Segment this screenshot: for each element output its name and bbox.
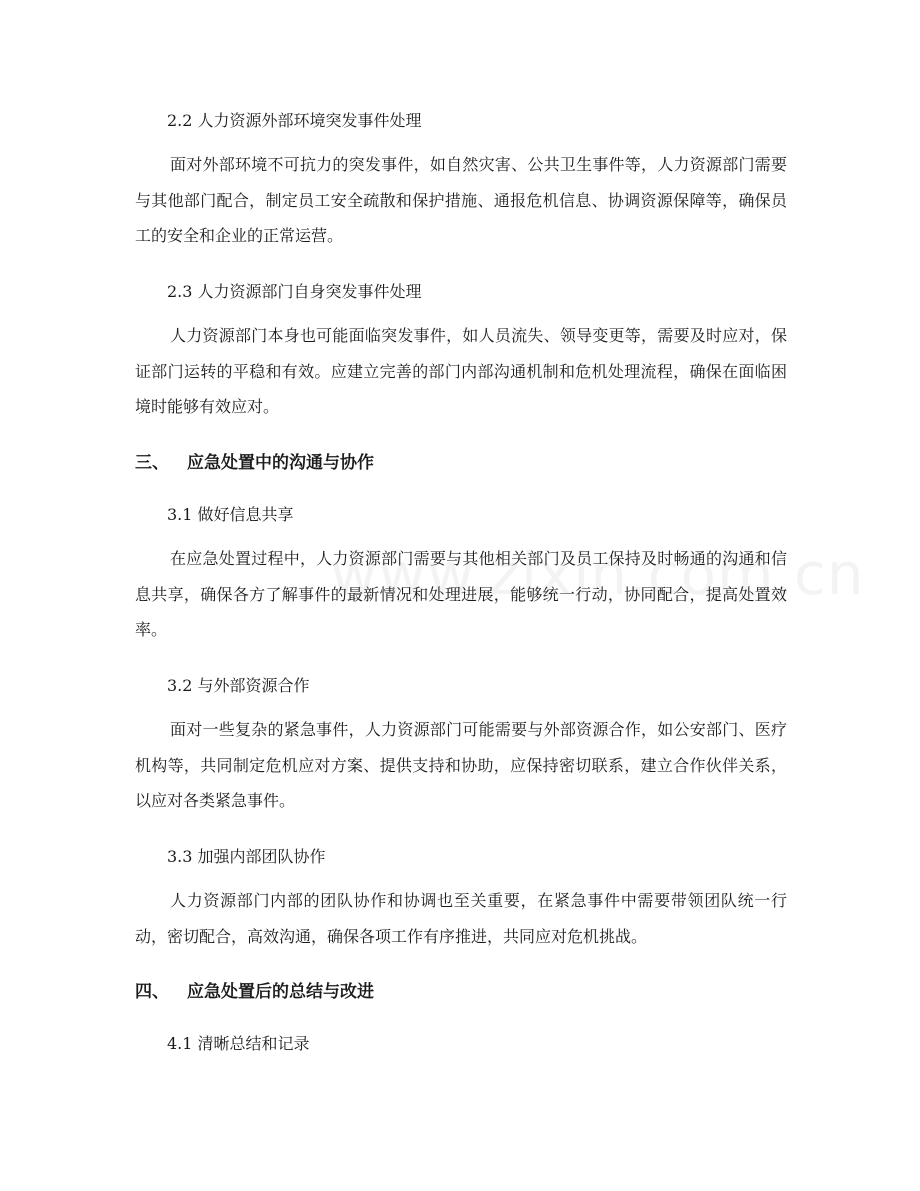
section-heading-3 <box>135 451 374 475</box>
subsection-heading-2-3: 2.3 人力资源部门自身突发事件处理 <box>167 282 422 301</box>
subsection-heading-3-2: 3.2 与外部资源合作 <box>167 676 310 695</box>
subsection-heading-2-2: 2.2 人力资源外部环境突发事件处理 <box>167 111 422 130</box>
paragraph-3-3: 人力资源部门内部的团队协作和协调也至关重要，在紧急事件中需要带领团队统一行动，密切配合，高效沟通，确保各项工作有序推进，共同应对危机挑战。 <box>135 891 787 946</box>
paragraph-2-2: 面对外部环境不可抗力的突发事件，如自然灾害、公共卫生事件等，人力资源部门需要与其他部门配合，制定员工安全疏散和保护措施、通报危机信息、协调资源保障等，确保员工的安全和企业的正常运营。 <box>135 155 787 245</box>
section-number: 三、 <box>135 453 169 473</box>
paragraph-3-2: 面对一些复杂的紧急事件，人力资源部门可能需要与外部资源合作，如公安部门、医疗机构等，共同制定危机应对方案、提供支持和协助，应保持密切联系，建立合作伙伴关系，以应对各类紧急事件。 <box>135 720 787 810</box>
section-title: 应急处置后的总结与改进 <box>187 982 374 1002</box>
paragraph-3-1: 在应急处置过程中，人力资源部门需要与其他相关部门及员工保持及时畅通的沟通和信息共享，确保各方了解事件的最新情况和处理进展，能够统一行动，协同配合，提高处置效率。 <box>135 549 787 639</box>
section-heading-4 <box>135 980 374 1004</box>
subsection-heading-3-1: 3.1 做好信息共享 <box>167 505 294 524</box>
subsection-heading-3-3: 3.3 加强内部团队协作 <box>167 847 326 866</box>
paragraph-2-3: 人力资源部门本身也可能面临突发事件，如人员流失、领导变更等，需要及时应对，保证部门运转的平稳和有效。应建立完善的部门内部沟通机制和危机处理流程，确保在面临困境时能够有效应对。 <box>135 326 787 416</box>
section-title: 应急处置中的沟通与协作 <box>187 453 374 473</box>
subsection-heading-4-1: 4.1 清晰总结和记录 <box>167 1034 310 1053</box>
section-number: 四、 <box>135 982 169 1002</box>
